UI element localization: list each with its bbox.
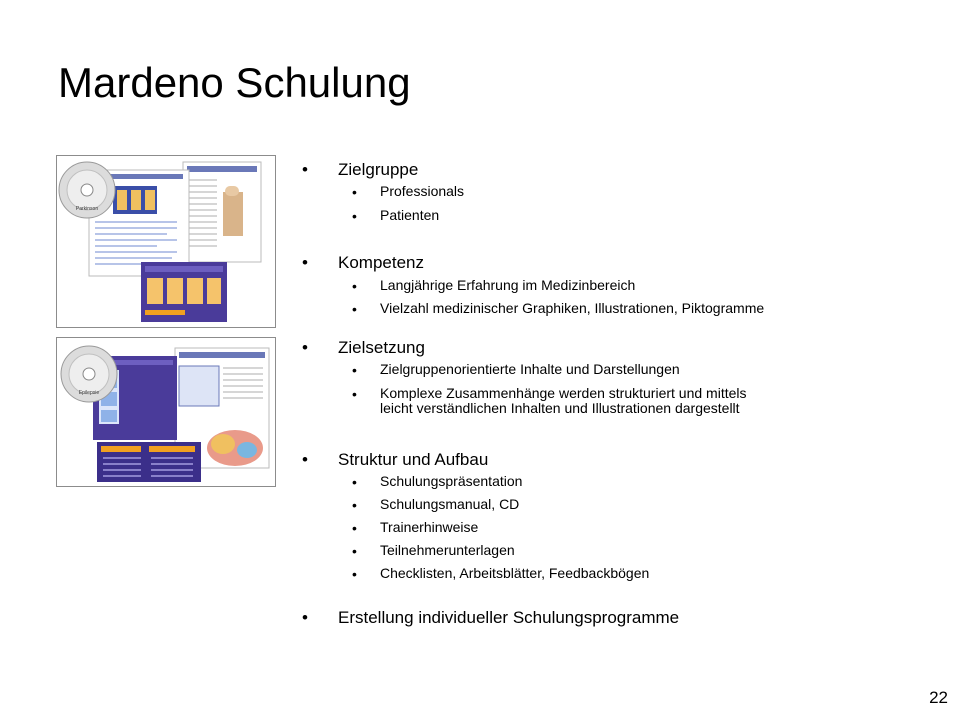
list-item-text: Zielgruppenorientierte Inhalte und Darstellungen	[380, 361, 680, 377]
bullet: •	[352, 278, 357, 294]
section-label: Kompetenz	[338, 253, 424, 272]
slide-title: Mardeno Schulung	[58, 59, 411, 106]
list-item-text: Professionals	[380, 183, 465, 199]
bullet: •	[302, 160, 308, 179]
cd-label-epilepsie: Epilepsie	[78, 390, 100, 396]
bullet: •	[352, 520, 357, 536]
bullet: •	[302, 608, 308, 627]
list-item-text: Langjährige Erfahrung im Medizinbereich	[380, 277, 636, 293]
cd-label-parkinson: Parkinson	[75, 206, 99, 212]
list-item-text: Trainerhinweise	[380, 519, 479, 535]
bullet: •	[302, 253, 308, 272]
section-label: Zielsetzung	[338, 338, 425, 357]
bullet: •	[352, 386, 357, 402]
bullet: •	[302, 338, 308, 357]
section-label: Erstellung individueller Schulungsprogramme	[338, 608, 680, 627]
list-item-text: Komplexe Zusammenhänge werden strukturiert und mittels	[380, 385, 747, 401]
bullet: •	[352, 301, 357, 317]
list-item-text: Checklisten, Arbeitsblätter, Feedbackbögen	[380, 565, 650, 581]
section-label: Struktur und Aufbau	[338, 450, 489, 469]
bullet: •	[302, 450, 308, 469]
bullet: •	[352, 184, 357, 200]
product-illustration-epilepsie	[57, 338, 275, 486]
list-item-text: Schulungsmanual, CD	[380, 496, 520, 512]
bullet: •	[352, 362, 357, 378]
product-illustration-parkinson	[57, 156, 275, 327]
product-image-parkinson	[56, 155, 276, 328]
list-item-text: leicht verständlichen Inhalten und Illustrationen dargestellt	[380, 400, 740, 416]
bullet: •	[352, 208, 357, 224]
bullet: •	[352, 497, 357, 513]
list-item-text: Patienten	[380, 207, 440, 223]
product-image-epilepsie	[56, 337, 276, 487]
list-item-text: Vielzahl medizinischer Graphiken, Illustrationen, Piktogramme	[380, 300, 765, 316]
bullet: •	[352, 474, 357, 490]
bullet: •	[352, 566, 357, 582]
section-label: Zielgruppe	[338, 160, 419, 179]
list-item-text: Schulungspräsentation	[380, 473, 523, 489]
list-item-text: Teilnehmerunterlagen	[380, 542, 515, 558]
bullet: •	[352, 543, 357, 559]
page-number: 22	[929, 688, 948, 707]
